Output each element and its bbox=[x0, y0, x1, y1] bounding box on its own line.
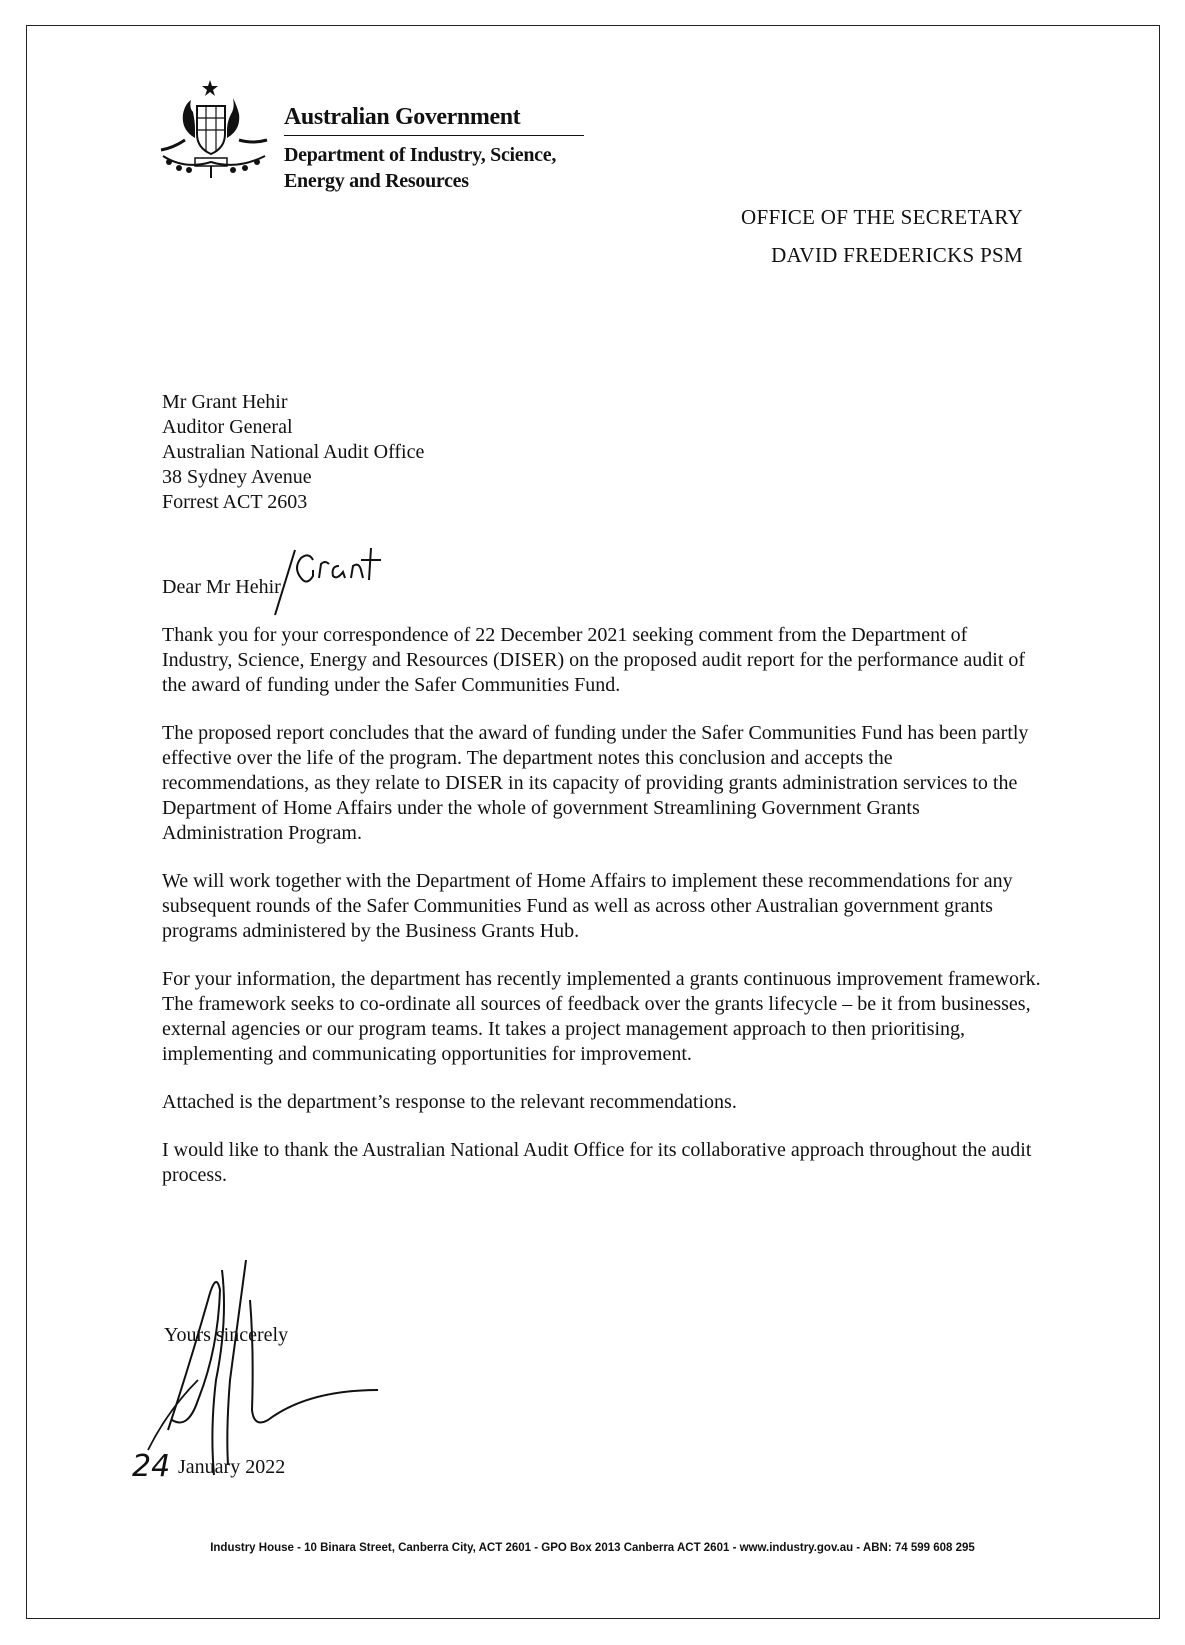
paragraph: Attached is the department’s response to the relevant recommendations. bbox=[162, 1091, 737, 1113]
letter-date: January 2022 bbox=[178, 1456, 286, 1478]
letter-body bbox=[162, 623, 1042, 1211]
recipient-line: Auditor General bbox=[162, 416, 293, 438]
agency-header bbox=[284, 104, 584, 194]
paragraph: Thank you for your correspondence of 22 December 2021 seeking comment from the Department of Industry, Science, Energy and Resources (DISER) on the proposed audit report for the performance audit of the award of funding under the Safer Communities Fund. bbox=[162, 624, 1026, 696]
recipient-line: Forrest ACT 2603 bbox=[162, 491, 308, 513]
recipient-address bbox=[162, 390, 424, 515]
closing: Yours sincerely bbox=[164, 1324, 289, 1346]
paragraph: For your information, the department has recently implemented a grants continuous improvement framework. The framework seeks to co-ordinate all sources of feedback over the grants lifecycle – be it from businesses, external agencies or our program teams. It takes a project management approach to then prioritising, implementing and communicating opportunities for improvement. bbox=[162, 968, 1041, 1065]
recipient-line: Australian National Audit Office bbox=[162, 441, 425, 463]
department-name-line1: Department of Industry, Science, bbox=[284, 144, 557, 166]
handwritten-grant-annotation bbox=[265, 540, 395, 620]
office-title: OFFICE OF THE SECRETARY bbox=[741, 205, 1023, 229]
government-name: Australian Government bbox=[284, 104, 584, 136]
salutation: Dear Mr Hehir bbox=[162, 576, 281, 598]
paragraph: We will work together with the Department of Home Affairs to implement these recommendations for any subsequent rounds of the Safer Communities Fund as well as across other Australian government grants programs administered by the Business Grants Hub. bbox=[162, 870, 1013, 942]
department-name-line2: Energy and Resources bbox=[284, 170, 469, 192]
office-block bbox=[741, 198, 1023, 274]
secretary-name: DAVID FREDERICKS PSM bbox=[771, 243, 1023, 267]
paragraph: The proposed report concludes that the award of funding under the Safer Communities Fund has been partly effective over the life of the program. The department notes this conclusion and accepts the recommendations, as they relate to DISER in its capacity of providing grants administration services to the Department of Home Affairs under the whole of government Streamlining Government Grants Administration Program. bbox=[162, 722, 1029, 844]
signature bbox=[128, 1260, 408, 1480]
handwritten-date-day: 24 bbox=[132, 1449, 171, 1484]
recipient-line: 38 Sydney Avenue bbox=[162, 466, 312, 488]
coat-of-arms-icon bbox=[155, 78, 273, 180]
recipient-line: Mr Grant Hehir bbox=[162, 391, 288, 413]
footer-address: Industry House - 10 Binara Street, Canberra City, ACT 2601 - GPO Box 2013 Canberra ACT 2601 - www.industry.gov.au - ABN: 74 599 608 295 bbox=[210, 1542, 975, 1554]
paragraph: I would like to thank the Australian National Audit Office for its collaborative approach throughout the audit process. bbox=[162, 1139, 1032, 1186]
